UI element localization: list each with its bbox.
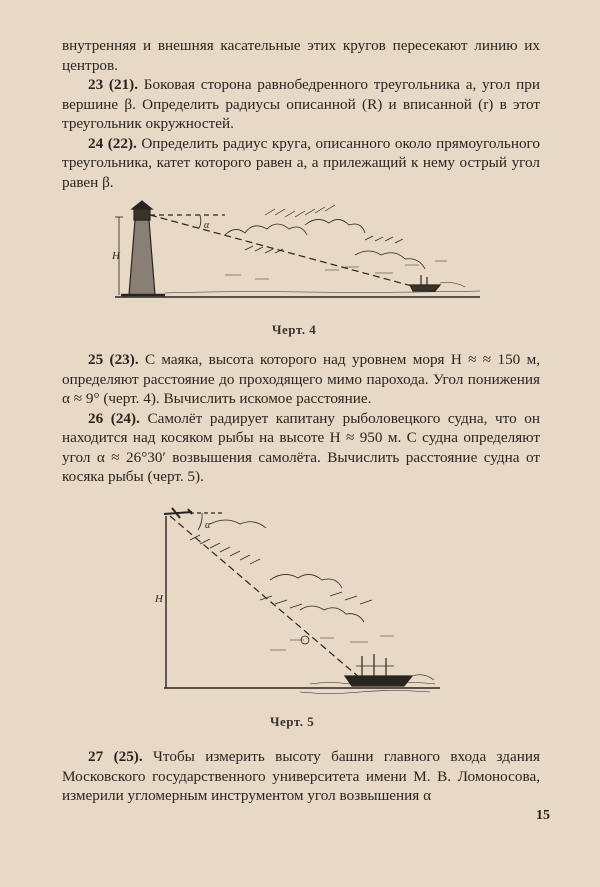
problem-27 — [62, 747, 540, 806]
figure-5-caption: Черт. 5 — [270, 714, 315, 729]
text-block-bottom — [62, 747, 540, 806]
problem-23-text: Боковая сторона равнобедренного треугольника a, угол при вершине β. Определить радиусы описанной (R) и вписанной (r) в этот треугольник окружностей. — [62, 76, 540, 132]
problem-27-number: 27 (25). — [88, 748, 143, 765]
text-block-middle — [62, 350, 540, 487]
figure-5-alpha-label: α — [205, 520, 211, 531]
airplane — [164, 508, 192, 518]
continuation-paragraph: внутренняя и внешняя касательные этих кругов пересекают линию их центров. — [62, 37, 540, 74]
problem-27-text: Чтобы измерить высоту башни главного входа здания Московского государственного университета имени М. В. Ломоносова, измерили угломерным инструментом угол возвышения α — [62, 748, 540, 804]
problem-25-number: 25 (23). — [88, 351, 139, 368]
figure-4-h-label: H — [112, 250, 120, 262]
figure-4-caption: Черт. 4 — [272, 322, 317, 337]
text-block-top — [62, 36, 540, 192]
problem-25 — [62, 350, 540, 409]
problem-26-number: 26 (24). — [88, 409, 140, 427]
problem-23-number: 23 (21). — [88, 76, 139, 93]
problem-24 — [62, 134, 540, 193]
lighthouse-tower — [129, 220, 155, 295]
problem-24-number: 24 (22). — [88, 134, 137, 152]
page-number: 15 — [536, 808, 550, 823]
figure-5-airplane-ship-drawing — [150, 500, 450, 700]
figure-4-alpha-label: α — [204, 220, 210, 231]
figure-4-lighthouse-drawing — [105, 195, 490, 310]
problem-23 — [62, 75, 540, 134]
figure-5-h-label: H — [155, 593, 163, 605]
problem-25-text: С маяка, высота которого над уровнем моря H ≈ ≈ 150 м, определяют расстояние до проходящего мимо парохода. Угол понижения α ≈ 9° (черт. 4). Вычислить искомое расстояние. — [62, 351, 540, 407]
problem-26 — [62, 409, 540, 487]
problem-24-text: Определить радиус круга, описанного около прямоугольного треугольника, катет которого равен a, а прилежащий к нему острый угол равен β. — [62, 134, 540, 191]
problem-26-text: Самолёт радирует капитану рыболовецкого судна, что он находится над косяком рыбы на высоте H ≈ 950 м. С судна определяют угол α ≈ 26°30′ возвышения самолёта. Вычислить расстояние судна от косяка рыбы (черт. 5). — [62, 409, 540, 485]
